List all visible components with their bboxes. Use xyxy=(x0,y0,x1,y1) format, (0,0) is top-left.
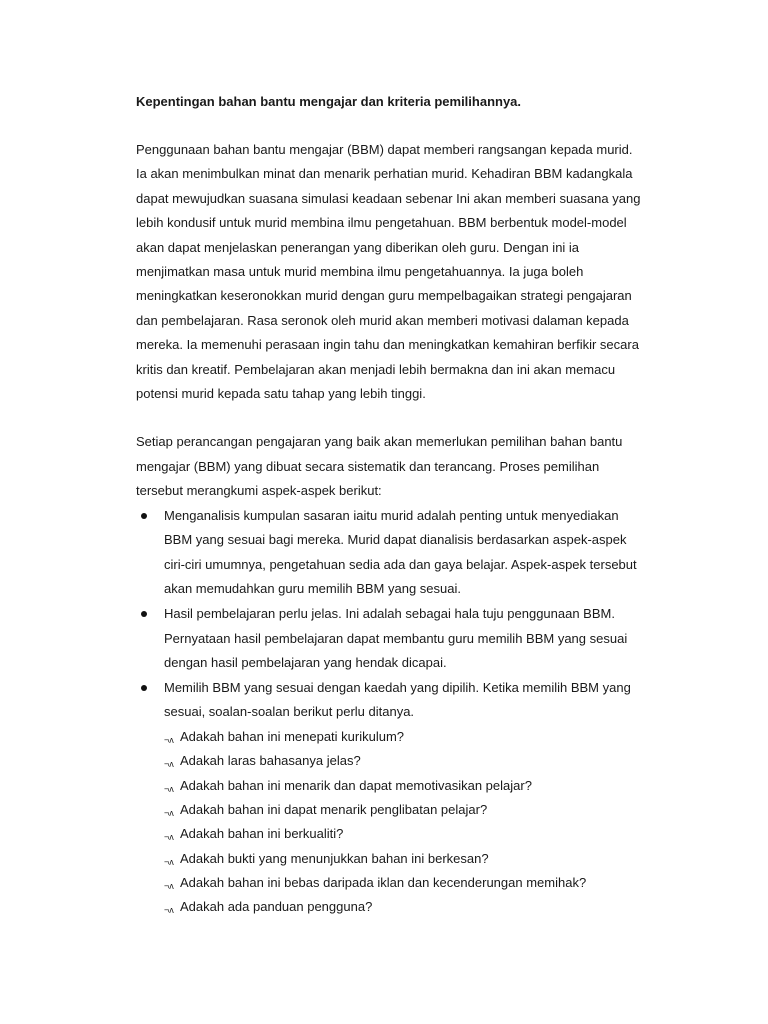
checkbox-marker-icon: ¬ʌ xyxy=(164,905,174,916)
document-page xyxy=(136,90,696,919)
checkbox-marker-icon: ¬ʌ xyxy=(164,832,174,843)
paragraph-line: akan dapat menjelaskan penerangan yang diberikan oleh guru. Dengan ini ia xyxy=(136,239,580,255)
question-item xyxy=(164,725,696,749)
paragraph-line: kritis dan kreatif. Pembelajaran akan menjadi lebih bermakna dan ini akan memacu xyxy=(136,361,616,377)
bullet-line: akan memudahkan guru memilih BBM yang sesuai. xyxy=(164,581,461,597)
checkbox-marker-icon: ¬ʌ xyxy=(164,735,174,746)
paragraph-line: meningkatkan keseronokkan murid dengan guru mempelbagaikan strategi pengajaran xyxy=(136,288,632,304)
bullet-line: ciri-ciri umumnya, pengetahuan sedia ada dan gaya belajar. Aspek-aspek tersebut xyxy=(164,556,637,572)
list-item xyxy=(136,602,696,676)
bullet-line: Pernyataan hasil pembelajaran dapat membantu guru memilih BBM yang sesuai xyxy=(164,630,628,646)
paragraph-line: dapat mewujudkan suasana simulasi keadaan sebenar Ini akan memberi suasana yang xyxy=(136,190,641,206)
bullet-line: Hasil pembelajaran perlu jelas. Ini adalah sebagai hala tuju penggunaan BBM. xyxy=(164,606,615,622)
paragraph-line: Penggunaan bahan bantu mengajar (BBM) dapat memberi rangsangan kepada murid. xyxy=(136,142,633,157)
question-text: Adakah bukti yang menunjukkan bahan ini berkesan? xyxy=(180,850,489,866)
paragraph-intro xyxy=(136,138,696,406)
paragraph-line: dan pembelajaran. Rasa seronok oleh murid akan memberi motivasi dalaman kepada xyxy=(136,312,629,328)
question-text: Adakah laras bahasanya jelas? xyxy=(180,753,361,769)
question-item xyxy=(164,871,696,895)
paragraph-line: mengajar (BBM) yang dibuat secara sistematik dan terancang. Proses pemilihan xyxy=(136,458,600,474)
checkbox-marker-icon: ¬ʌ xyxy=(164,759,174,770)
question-text: Adakah bahan ini menepati kurikulum? xyxy=(180,729,405,745)
checkbox-marker-icon: ¬ʌ xyxy=(164,807,174,818)
bullet-list xyxy=(136,504,696,920)
paragraph-selection xyxy=(136,430,696,503)
question-item xyxy=(164,774,696,798)
question-item xyxy=(164,798,696,822)
list-item xyxy=(136,504,696,602)
paragraph-line: mereka. Ia memenuhi perasaan ingin tahu dan meningkatkan kemahiran berfikir secara xyxy=(136,337,639,353)
paragraph-line: lebih kondusif untuk murid membina ilmu pengetahuan. BBM berbentuk model-model xyxy=(136,215,627,231)
question-item xyxy=(164,895,696,919)
bullet-icon xyxy=(141,685,147,691)
paragraph-line: Ia akan menimbulkan minat dan menarik perhatian murid. Kehadiran BBM kadangkala xyxy=(136,166,633,182)
question-item xyxy=(164,822,696,846)
question-text: Adakah bahan ini berkualiti? xyxy=(180,826,344,842)
question-item xyxy=(164,749,696,773)
checkbox-marker-icon: ¬ʌ xyxy=(164,783,174,794)
bullet-line: Memilih BBM yang sesuai dengan kaedah yang dipilih. Ketika memilih BBM yang xyxy=(164,679,631,695)
bullet-line: BBM yang sesuai bagi mereka. Murid dapat dianalisis berdasarkan aspek-aspek xyxy=(164,532,627,548)
question-text: Adakah bahan ini dapat menarik penglibatan pelajar? xyxy=(180,801,488,817)
paragraph-line: Setiap perancangan pengajaran yang baik akan memerlukan pemilihan bahan bantu xyxy=(136,434,623,450)
question-text: Adakah bahan ini menarik dan dapat memotivasikan pelajar? xyxy=(180,777,532,793)
question-item xyxy=(164,847,696,871)
question-text: Adakah bahan ini bebas daripada iklan dan kecenderungan memihak? xyxy=(180,874,587,890)
paragraph-line: menjimatkan masa untuk murid membina ilmu pengetahuannya. Ia juga boleh xyxy=(136,264,584,280)
checkbox-marker-icon: ¬ʌ xyxy=(164,856,174,867)
paragraph-line: tersebut merangkumi aspek-aspek berikut: xyxy=(136,483,382,499)
bullet-line: Menganalisis kumpulan sasaran iaitu murid adalah penting untuk menyediakan xyxy=(164,507,619,523)
document-title: Kepentingan bahan bantu mengajar dan kriteria pemilihannya. xyxy=(136,94,522,109)
checkbox-marker-icon: ¬ʌ xyxy=(164,880,174,891)
list-item xyxy=(136,676,696,920)
bullet-icon xyxy=(141,611,147,617)
bullet-line: sesuai, soalan-soalan berikut perlu ditanya. xyxy=(164,704,415,720)
bullet-icon xyxy=(141,513,147,519)
question-list xyxy=(164,725,696,919)
question-text: Adakah ada panduan pengguna? xyxy=(180,899,373,915)
paragraph-line: potensi murid kepada satu tahap yang lebih tinggi. xyxy=(136,386,426,402)
bullet-line: dengan hasil pembelajaran yang hendak dicapai. xyxy=(164,655,447,671)
